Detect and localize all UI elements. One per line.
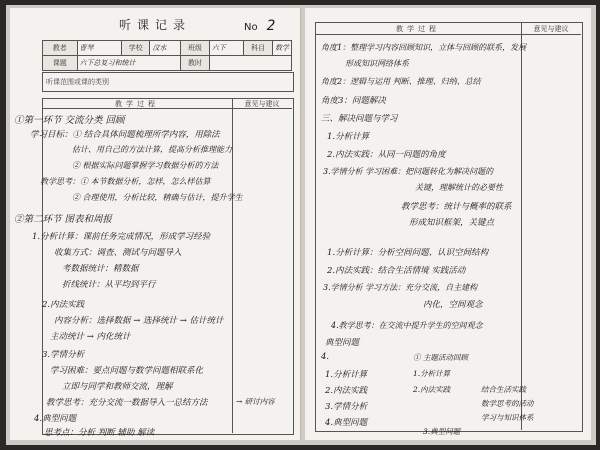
handwritten-line: ②第二环节 图表和周报 <box>14 214 113 225</box>
process-header: 教学过程 <box>396 25 440 33</box>
advice-note: 1.分析计算 <box>413 369 451 378</box>
handwritten-line: 内化，空间观念 <box>423 300 483 310</box>
process-header: 教学过程 <box>115 100 159 108</box>
period-value <box>209 56 291 71</box>
handwritten-line: 教学思考：统计与概率的联系 <box>401 202 512 212</box>
handwritten-line: 教学思考：充分交流一数据导入一总结方法 <box>46 398 208 408</box>
teacher-label: 教者 <box>43 41 78 56</box>
left-page <box>10 8 301 440</box>
handwritten-line: 收集方式：调查、测试与问题导入 <box>54 248 182 258</box>
handwritten-line: 考数据统计：精数据 <box>62 264 139 274</box>
handwritten-line: 形成知识网络体系 <box>345 59 409 68</box>
handwritten-line: ② 合理使用，分析比较，精确与估计，提升学生 <box>72 193 243 202</box>
handwritten-line: 思考点：分析 判断 辅助 解读 <box>44 428 155 438</box>
handwritten-line: 3.学情分析 <box>42 350 85 360</box>
advice-header: 意见与建议 <box>533 25 569 33</box>
handwritten-line: 典型问题 <box>325 338 360 348</box>
right-page <box>305 8 591 440</box>
advice-note: 2.内法实践 <box>413 385 451 394</box>
handwritten-line: 2.内法实践：从同一问题的角度 <box>327 150 446 160</box>
handwritten-line: 角度1：整理学习内容回顾知识，立体与回顾的联系，发展 <box>321 43 527 52</box>
advice-header: 意见与建议 <box>244 100 280 108</box>
handwritten-line: 形成知识框架，关键点 <box>409 218 495 228</box>
handwritten-line: 2.内法实践：结合生活情境 实践活动 <box>327 266 466 276</box>
notebook <box>6 5 596 445</box>
advice-note: 3.典型问题 <box>423 427 461 436</box>
category-box <box>42 72 294 92</box>
handwritten-line: 4. <box>321 352 330 362</box>
handwritten-line: 4.典型问题 <box>325 418 368 428</box>
handwritten-line: 角度3：问题解决 <box>321 96 386 106</box>
advice-note: ① 主题活动回顾 <box>413 353 468 362</box>
period-label: 教时 <box>181 56 210 71</box>
handwritten-line: 3.学情分析 <box>325 402 368 412</box>
handwritten-line: 主动统计 → 内化统计 <box>50 332 131 342</box>
record-number <box>244 18 275 34</box>
teacher-value: 曹琴 <box>77 41 121 56</box>
handwritten-line: 3.学情分析 学习方法：充分交流，自主建构 <box>323 283 478 292</box>
advice-note: → 研讨内容 <box>236 397 275 406</box>
column-divider <box>521 22 522 430</box>
topic-label: 课题 <box>43 56 78 71</box>
handwritten-line: 估计、用自己的方法计算，提高分析推理能力 <box>72 145 232 154</box>
advice-note: 结合生活实践 <box>481 385 526 394</box>
handwritten-line: 4.典型问题 <box>34 414 77 424</box>
subject-label: 科目 <box>244 41 273 56</box>
advice-note: 数学思考的活动 <box>481 399 534 408</box>
record-number-value: 2 <box>266 18 276 34</box>
school-value: 汶水 <box>150 41 181 56</box>
handwritten-line: 角度2：逻辑与运用 判断、推理、归纳、总结 <box>321 77 481 86</box>
handwritten-line: 2.内法实践 <box>325 386 368 396</box>
advice-note: 学习与知识体系 <box>481 413 534 422</box>
handwritten-line: 折线统计：从平均到平行 <box>62 280 156 290</box>
handwritten-line: 内容分析：选择数据 → 选择统计 → 估计统计 <box>54 316 224 326</box>
handwritten-line: 1.分析计算 <box>327 132 370 142</box>
handwritten-line: 1.分析计算：分析空间问题、认识空间结构 <box>327 248 489 258</box>
handwritten-line: 教学思考：① 本节数据分析，怎样，怎么样估算 <box>40 177 211 186</box>
class-label: 班级 <box>181 41 210 56</box>
column-divider <box>232 98 233 433</box>
handwritten-line: 1.分析计算：课前任务完成情况，形成学习经验 <box>32 232 211 242</box>
handwritten-line: 立即与同学和教师交流，理解 <box>62 382 173 392</box>
handwritten-line: 4.教学思考：在交流中提升学生的空间观念 <box>331 321 483 330</box>
school-label: 学校 <box>121 41 150 56</box>
handwritten-line: 关键，理解统计的必要性 <box>415 183 503 192</box>
class-value: 六下 <box>209 41 244 56</box>
record-number-label: No <box>244 22 258 33</box>
handwritten-line: 2.内法实践 <box>42 300 85 310</box>
subject-value: 数学 <box>273 41 292 56</box>
handwritten-line: 学习困难：要点问题与数学问题相联系化 <box>50 366 204 376</box>
handwritten-line: 3.学情分析 学习困难：把问题转化为解决问题的 <box>323 167 494 176</box>
page-title: 听课记录 <box>118 18 191 32</box>
handwritten-line: 1.分析计算 <box>325 370 368 380</box>
handwritten-line: ② 根据实际问题掌握学习数据分析的方法 <box>72 161 219 170</box>
lesson-info-table <box>42 40 292 71</box>
handwritten-line: ①第一环节 交流分类 回顾 <box>14 115 125 126</box>
topic-value: 六下总复习和统计 <box>77 56 181 71</box>
handwritten-line: 学习目标：① 结合具体问题梳理所学内容，用除法 <box>30 130 220 140</box>
category-label: 听课范围或课的类别 <box>46 78 109 86</box>
handwritten-line: 三、解决问题与学习 <box>321 114 398 124</box>
